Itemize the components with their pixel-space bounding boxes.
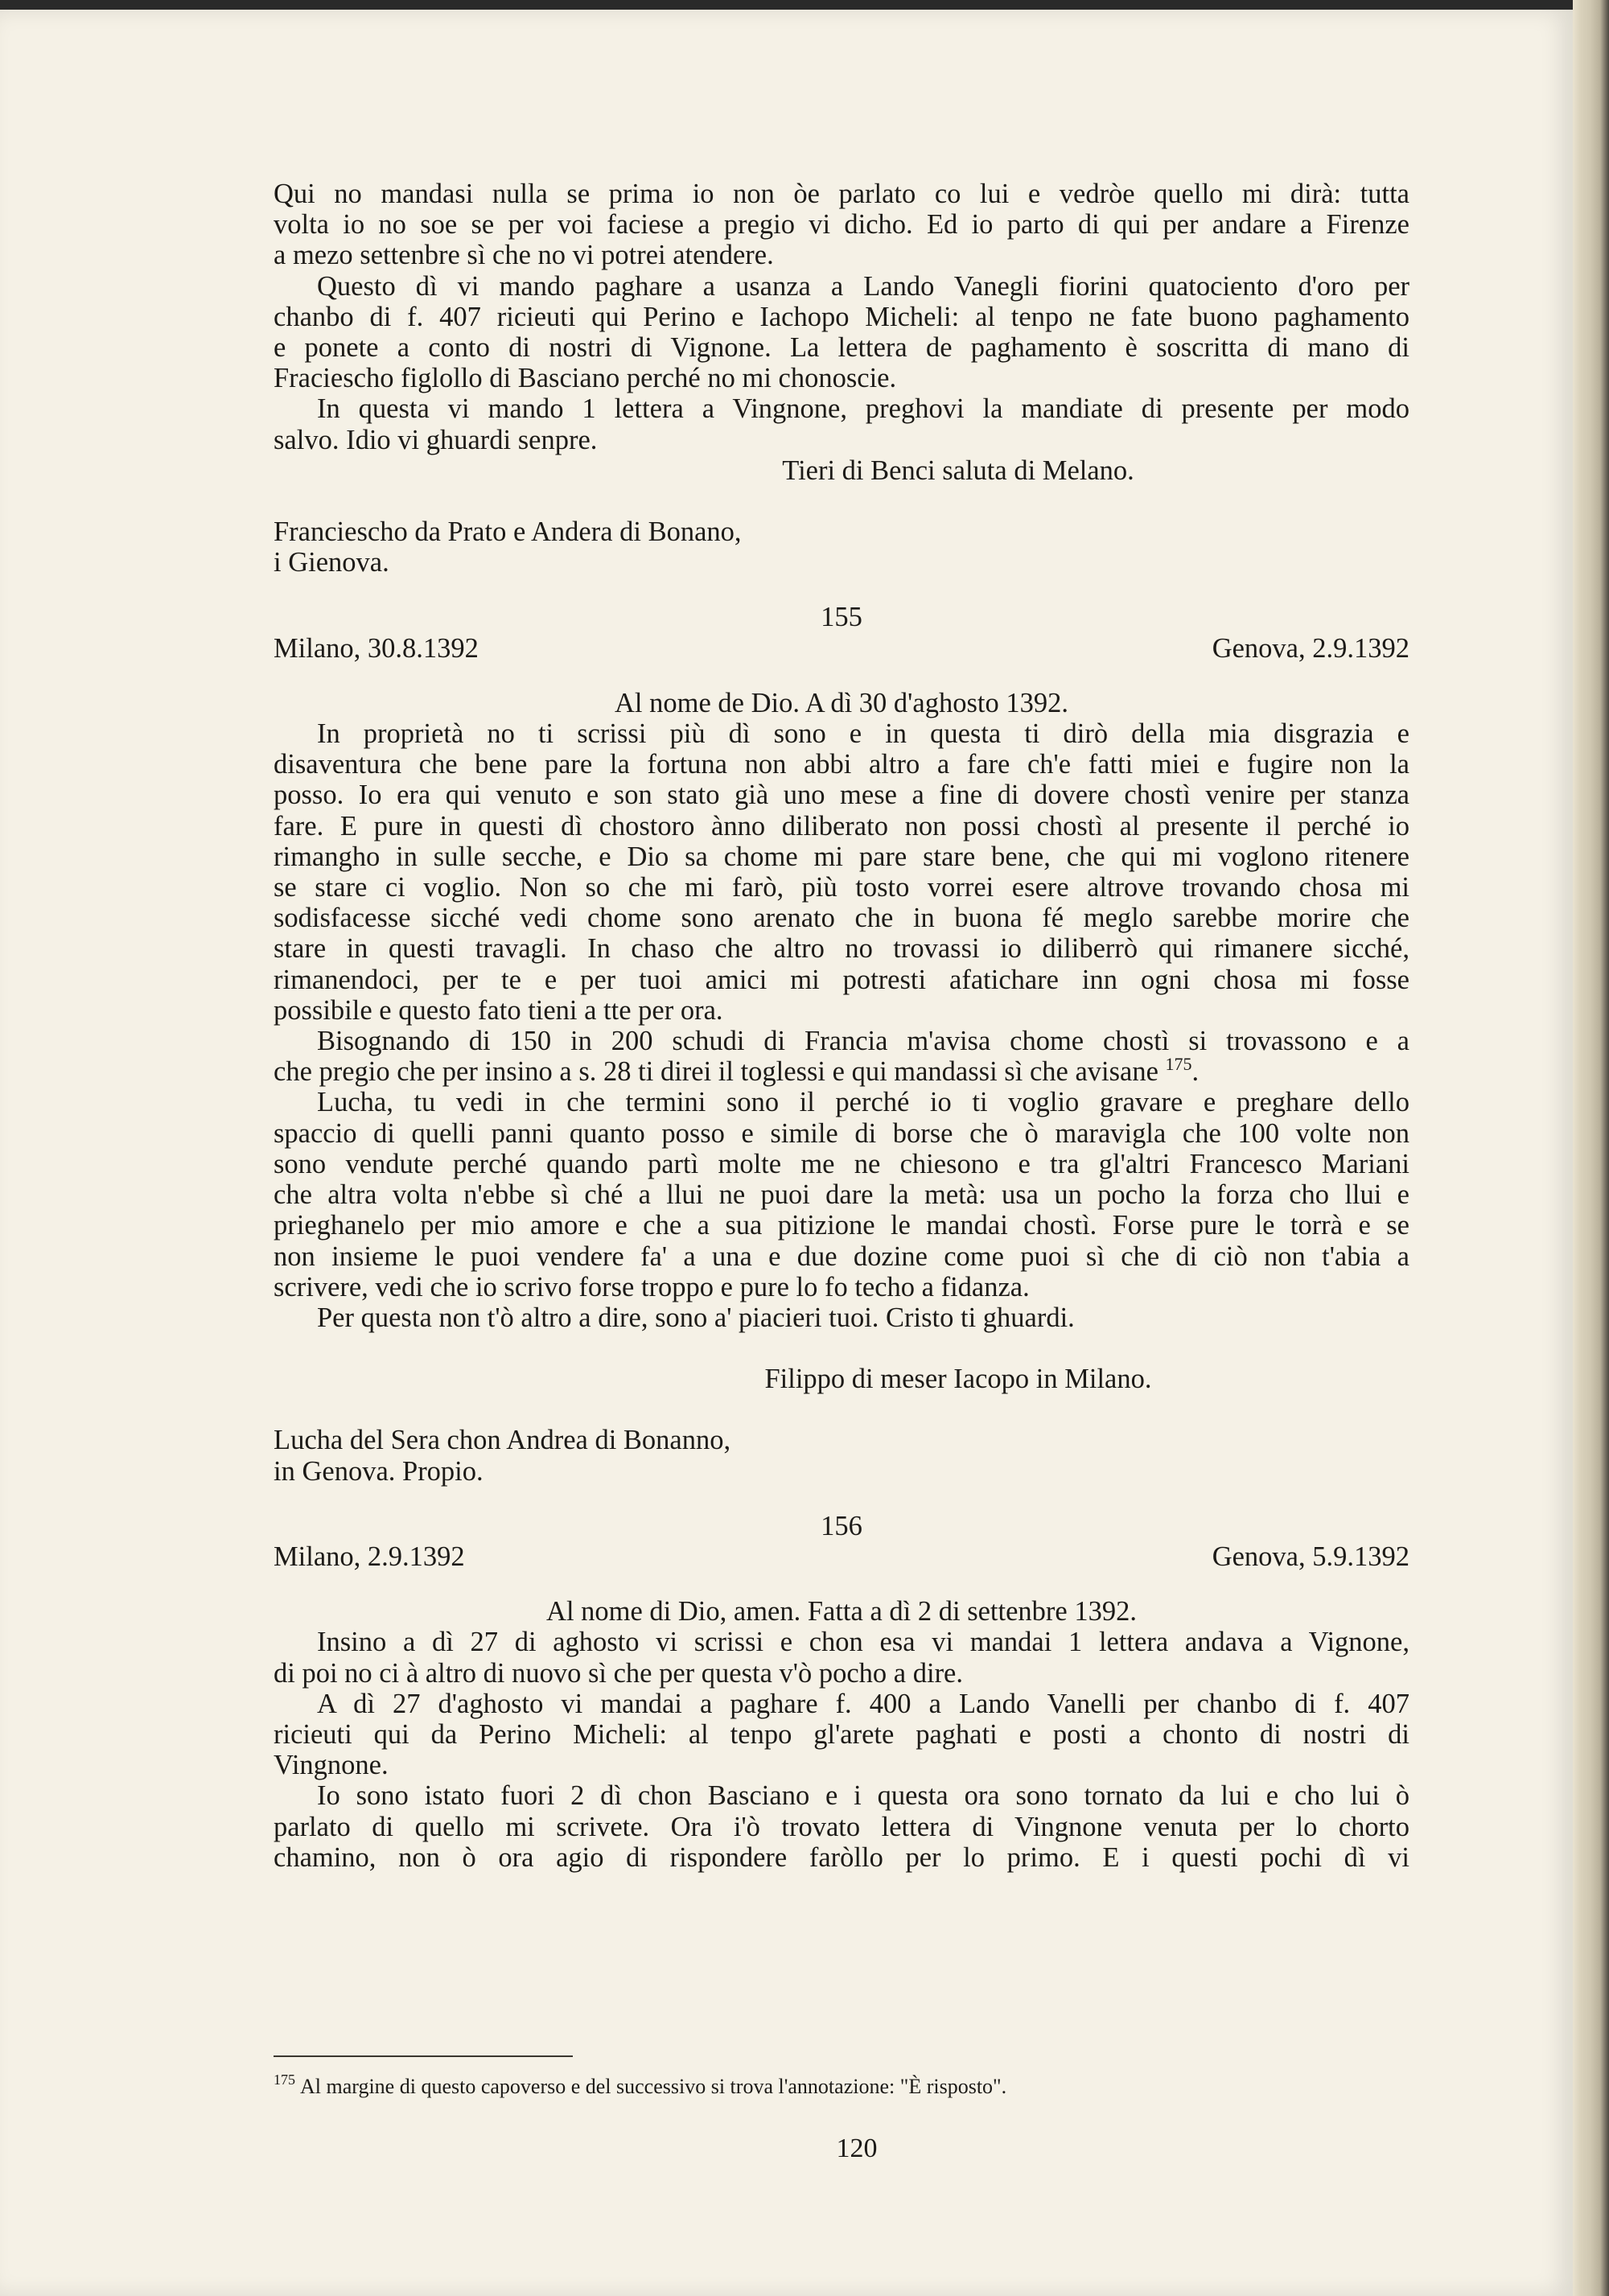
letter-destination: Genova, 5.9.1392 [1212, 1541, 1409, 1572]
text-line: In questa vi mando 1 lettera a Vingnone, preghovi la mandiate di presente per modo [317, 393, 1409, 425]
text-line: volta io no soe se per voi faciese a pregio vi dicho. Ed io parto di qui per andare a Firenze [274, 209, 1409, 241]
page-number: 120 [836, 2133, 878, 2163]
text-span: che pregio che per insino a s. 28 ti direi il toglessi e qui mandassi sì che avisane [274, 1056, 1158, 1088]
letter-origin: Milano, 30.8.1392 [274, 632, 479, 664]
letter-header [274, 633, 1409, 664]
text-line: Vingnone. [274, 1750, 389, 1781]
text-line: che altra volta n'ebbe sì ché a llui ne puoi dare la metà: usa un pocho la forza cho llui e [274, 1179, 1409, 1211]
text-line: Io sono istato fuori 2 dì chon Basciano e i questa ora sono tornato da lui e cho lui ò [317, 1780, 1409, 1812]
text-line: sono vendute perché quando partì molte me ne chiesono e tra gl'altri Francesco Mariani [274, 1148, 1409, 1179]
text-line: rimangho in sulle secche, e Dio sa chome mi pare stare bene, che qui mi voglono ritenere [274, 841, 1409, 872]
text-line: chamino, non ò ora agio di rispondere faròllo per lo primo. E i questi pochi dì vi [274, 1841, 1409, 1873]
footnote-rule [274, 2055, 573, 2057]
signature: Tieri di Benci saluta di Melano. [782, 455, 1134, 486]
address-line: Lucha del Sera chon Andrea di Bonanno, [274, 1425, 731, 1456]
text-line: sodisfacesse sicché vedi chome sono arenato che in buona fé meglo sarebbe morire che [274, 903, 1409, 934]
text-line: chanbo di f. 407 ricieuti qui Perino e Iachopo Micheli: al tenpo ne fate buono paghamento [274, 301, 1409, 332]
text-line: se stare ci voglio. Non so che mi farò, più tosto vorrei esere altrove trovando chosa mi [274, 872, 1409, 903]
letter-number: 156 [821, 1510, 862, 1541]
letter-opening: Al nome de Dio. A dì 30 d'aghosto 1392. [615, 687, 1068, 718]
text-line: a mezo settenbre sì che no vi potrei atendere. [274, 240, 774, 271]
body-text [274, 179, 1409, 1873]
text-line: rimanendoci, per te e per tuoi amici mi potresti afatichare inn ogni chosa mi fosse [274, 964, 1409, 995]
text-line: e ponete a conto di nostri di Vignone. La lettera de paghamento è soscritta di mano di [274, 332, 1409, 364]
text-line: ricieuti qui da Perino Micheli: al tenpo gl'arete paghati e posti a chonto di nostri di [274, 1718, 1409, 1750]
text-line: Per questa non t'ò altro a dire, sono a' piacieri tuoi. Cristo ti ghuardi. [317, 1302, 1075, 1333]
text-line: salvo. Idio vi ghuardi senpre. [274, 424, 598, 455]
address-line: i Gienova. [274, 547, 389, 578]
text-line: prieghanelo per mio amore e che a sua pitizione le mandai chostì. Forse pure le torrà e se [274, 1210, 1409, 1241]
text-line: A dì 27 d'aghosto vi mandai a paghare f. 400 a Lando Vanelli per chanbo di f. 407 [317, 1688, 1409, 1719]
text-line: possibile e questo fato tieni a tte per ora. [274, 994, 723, 1026]
letter-origin: Milano, 2.9.1392 [274, 1541, 465, 1572]
signature: Filippo di meser Iacopo in Milano. [764, 1364, 1152, 1395]
footnote [274, 2074, 1409, 2100]
letter-header [274, 1541, 1409, 1572]
address-line: Franciescho da Prato e Andera di Bonano, [274, 516, 742, 548]
text-line: Qui no mandasi nulla se prima io non òe parlato co lui e vedròe quello mi dirà: tutta [274, 179, 1409, 209]
text-line: parlato di quello mi scrivete. Ora i'ò trovato lettera di Vingnone venuta per lo chorto [274, 1811, 1409, 1842]
letter-opening: Al nome di Dio, amen. Fatta a dì 2 di settenbre 1392. [546, 1596, 1137, 1627]
letter-number: 155 [821, 602, 862, 633]
text-line: Insino a dì 27 di aghosto vi scrissi e chon esa vi mandai 1 lettera andava a Vignone, [317, 1627, 1409, 1658]
text-line: Lucha, tu vedi in che termini sono il perché io ti voglio gravare e preghare dello [317, 1087, 1409, 1118]
text-line [274, 1056, 1409, 1087]
text-line: Bisognando di 150 in 200 schudi di Francia m'avisa chome chostì si trovassono e a [317, 1026, 1409, 1057]
text-line: Fraciescho figlollo di Basciano perché no mi chonoscie. [274, 363, 897, 394]
text-line: disaventura che bene pare la fortuna non abbi altro a fare ch'e fatti miei e fugire non la [274, 749, 1409, 780]
text-line: spaccio di quelli panni quanto posso e simile di borse che ò maravigla che 100 volte non [274, 1117, 1409, 1149]
page-edge [1573, 0, 1609, 2296]
text-line: scrivere, vedi che io scrivo forse troppo e pure lo fo techo a fidanza. [274, 1271, 1030, 1302]
footnote-text: Al margine di questo capoverso e del successivo si trova l'annotazione: "È risposto". [300, 2075, 1007, 2098]
footnote-number: 175 [274, 2072, 295, 2088]
text-line: Questo dì vi mando paghare a usanza a Lando Vanegli fiorini quatociento d'oro per [317, 270, 1409, 302]
text-line: In proprietà no ti scrissi più dì sono e in questa ti dirò della mia disgrazia e [317, 718, 1409, 750]
text-span: . [1191, 1056, 1200, 1088]
footnote-ref: 175 [1165, 1054, 1192, 1075]
letter-destination: Genova, 2.9.1392 [1212, 632, 1409, 664]
text-line: fare. E pure in questi dì chostoro ànno diliberato non possi chostì al presente il perché io [274, 810, 1409, 841]
text-line: di poi no ci à altro di nuovo sì che per questa v'ò pocho a dire. [274, 1657, 963, 1689]
text-line: non insieme le puoi vendere fa' a una e due dozine come puoi sì che di ciò non t'abia a [274, 1241, 1409, 1272]
text-line: stare in questi travagli. In chaso che altro no trovassi io diliberrò qui rimanere sicché, [274, 933, 1409, 965]
address-line: in Genova. Propio. [274, 1455, 484, 1487]
text-line: posso. Io era qui venuto e son stato già uno mese a fine di dovere chostì venire per stanza [274, 780, 1409, 811]
